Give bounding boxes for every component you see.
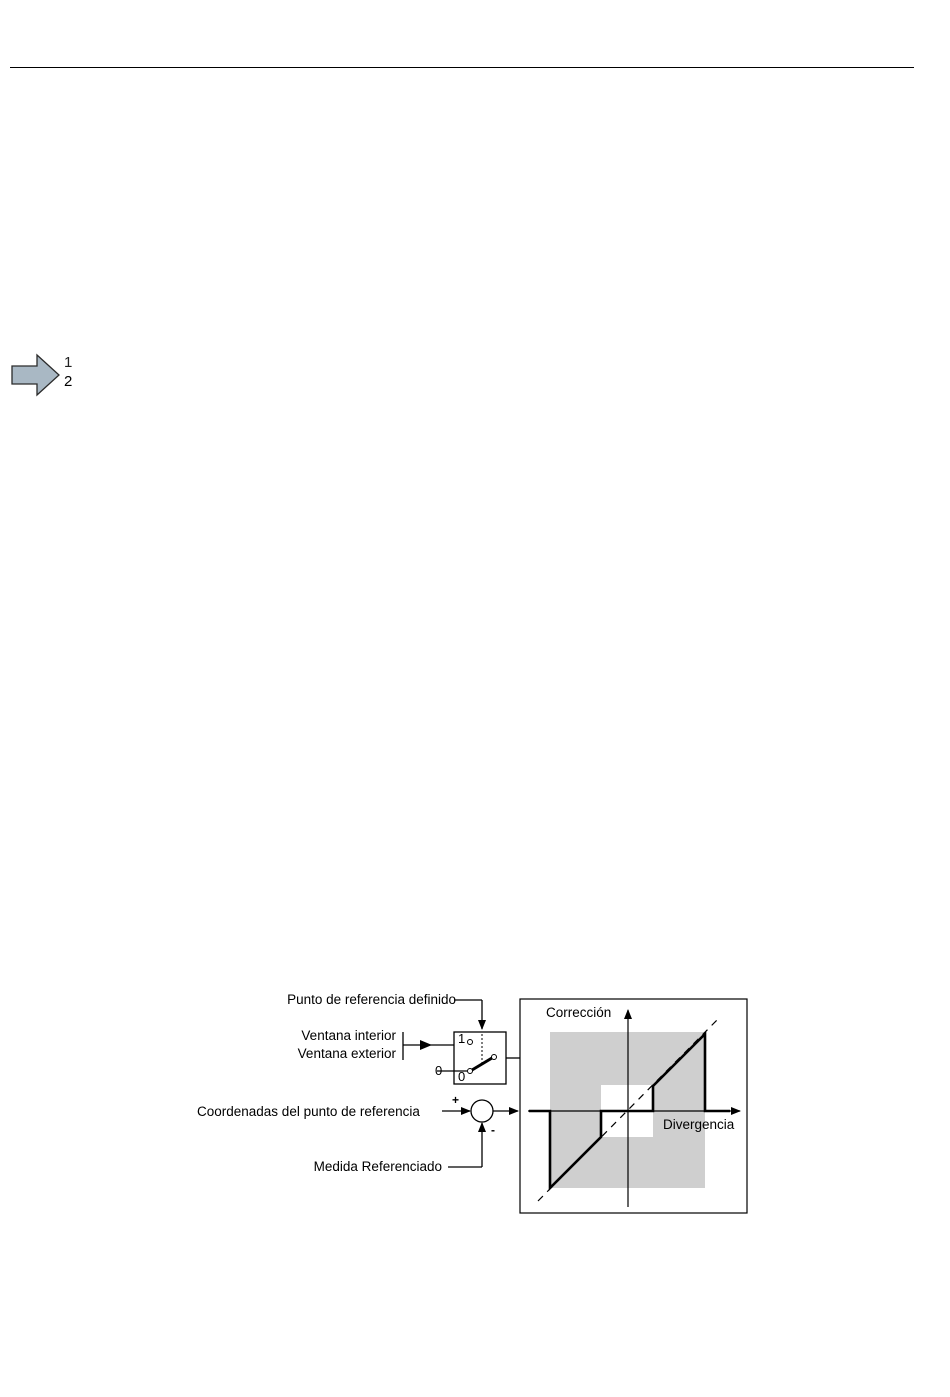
axis-label-correction: Corrección bbox=[546, 1005, 612, 1020]
sum-plus-sign: + bbox=[452, 1093, 460, 1107]
window-correction-diagram bbox=[190, 985, 760, 1225]
switch-block bbox=[437, 1032, 520, 1084]
header-rule bbox=[10, 67, 914, 68]
label-outer-window: Ventana exterior bbox=[297, 1046, 396, 1061]
procedure-steps-marker bbox=[10, 353, 80, 397]
switch-position-1: 1 bbox=[458, 1031, 466, 1046]
axis-label-divergence: Divergencia bbox=[663, 1117, 735, 1132]
window-select-input bbox=[403, 1032, 454, 1060]
label-inner-window: Ventana interior bbox=[301, 1028, 396, 1043]
switch-input-0: 0 bbox=[435, 1063, 443, 1078]
label-reference-point-coordinates: Coordenadas del punto de referencia bbox=[197, 1104, 420, 1119]
step-number-1: 1 bbox=[64, 354, 73, 371]
summing-junction bbox=[442, 1100, 518, 1167]
switch-position-0: 0 bbox=[458, 1069, 466, 1084]
defined-reference-line bbox=[454, 1000, 482, 1029]
sum-minus-sign: - bbox=[491, 1123, 495, 1137]
label-defined-reference-point: Punto de referencia definido bbox=[287, 992, 456, 1007]
step-number-2: 2 bbox=[64, 373, 73, 390]
label-referenced-measurement: Medida Referenciado bbox=[313, 1159, 442, 1174]
